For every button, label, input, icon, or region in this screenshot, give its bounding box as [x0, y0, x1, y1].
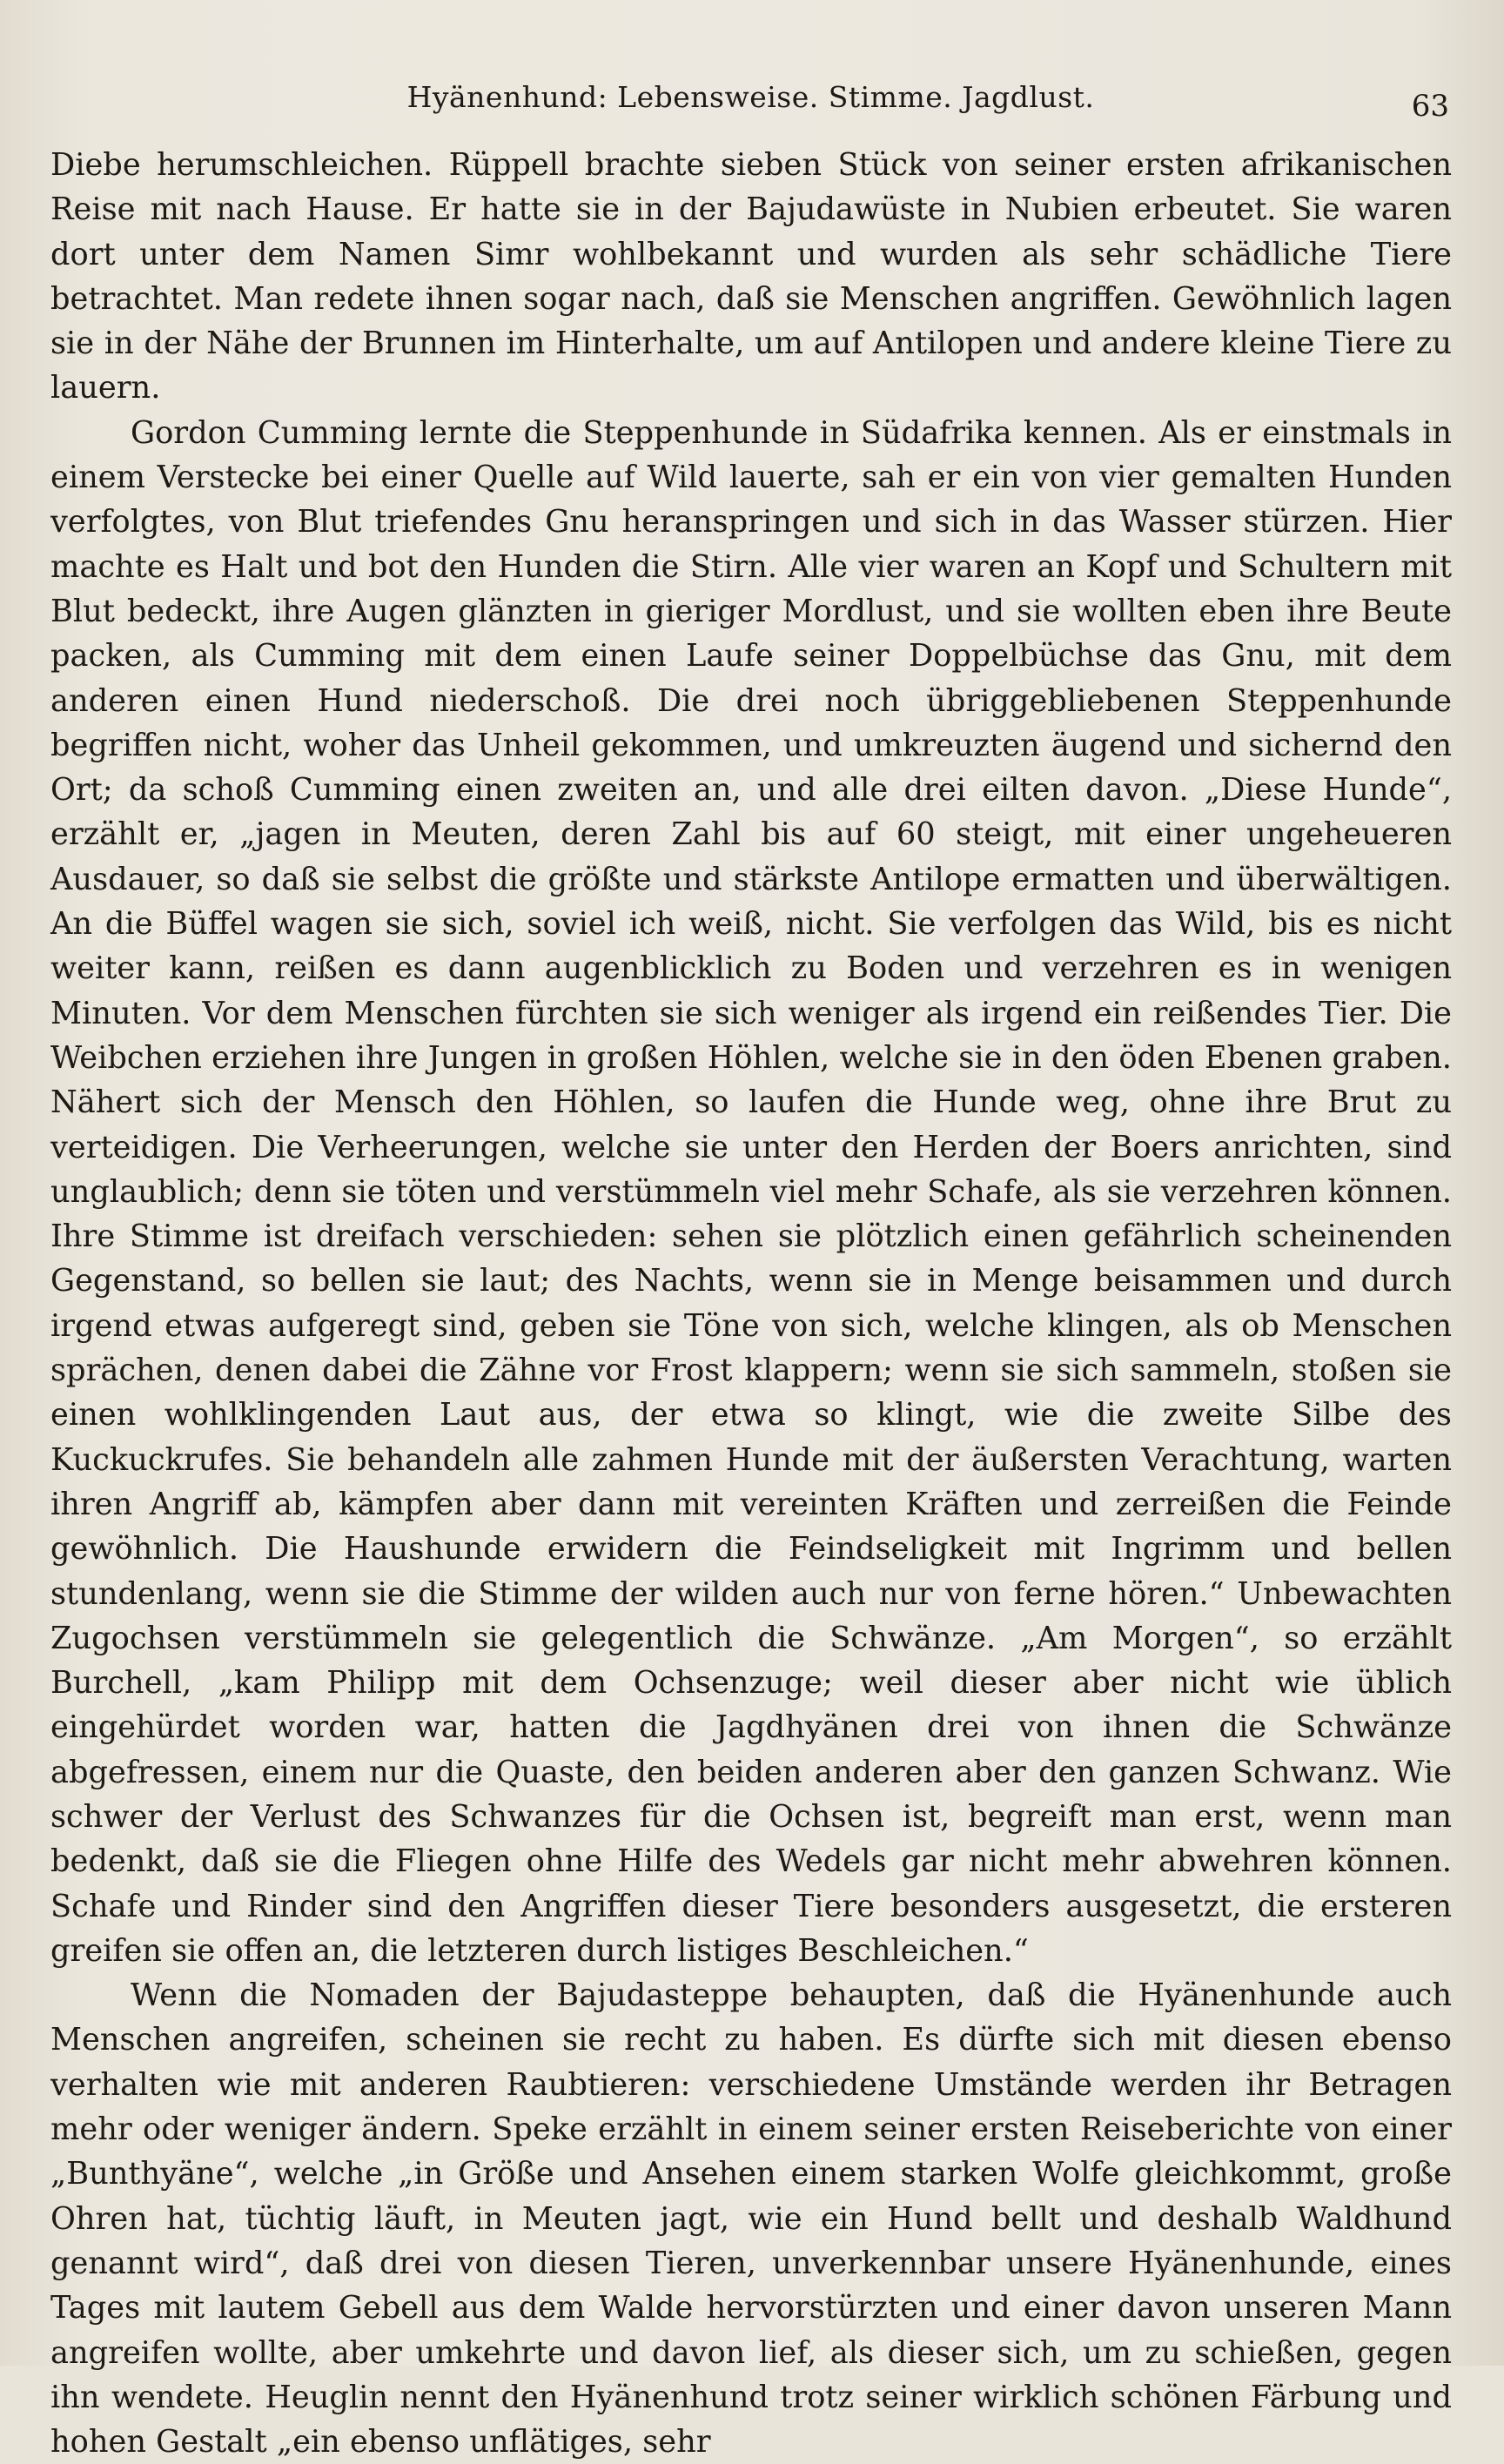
paragraph-nomads: Wenn die Nomaden der Bajudasteppe behaupten, daß die Hyänenhunde auch Menschen angreifen, scheinen sie recht zu haben. Es dürfte sich mit diesen ebenso verhalten wie mit anderen Raubtieren: verschiedene Umstände werden ihr Betragen mehr oder weniger ändern. Speke erzählt in einem seiner ersten Reiseberichte von einer „Bunthyäne“, welche „in Größe und Ansehen einem starken Wolfe gleichkommt, große Ohren hat, tüchtig läuft, in Meuten jagt, wie ein Hund bellt und deshalb Waldhund genannt wird“, daß drei von diesen Tieren, unverkennbar unsere Hyänenhunde, eines Tages mit lautem Gebell aus dem Walde hervorstürzten und einer davon unseren Mann angreifen wollte, aber umkehrte und davon lief, als dieser sich, um zu schießen, gegen ihn wendete. Heuglin nennt den Hyänenhund trotz seiner wirklich schönen Färbung und hohen Gestalt „ein ebenso unflätiges, sehr [50, 1977, 1452, 2461]
paragraph-cumming: Gordon Cumming lernte die Steppenhunde in Südafrika kennen. Als er einstmals in einem Verstecke bei einer Quelle auf Wild lauerte, sah er ein von vier gemalten Hunden verfolgtes, von Blut triefendes Gnu heranspringen und sich in das Wasser stürzen. Hier machte es Halt und bot den Hunden die Stirn. Alle vier waren an Kopf und Schultern mit Blut bedeckt, ihre Augen glänzten in gieriger Mordlust, und sie wollten eben ihre Beute packen, als Cumming mit dem einen Laufe seiner Doppelbüchse das Gnu, mit dem anderen einen Hund niederschoß. Die drei noch übriggebliebenen Steppenhunde begriffen nicht, woher das Unheil gekommen, und umkreuzten äugend und sichernd den Ort; da schoß Cumming einen zweiten an, und alle drei eilten davon. „Diese Hunde“, erzählt er, „jagen in Meuten, deren Zahl bis auf 60 steigt, mit einer ungeheueren Ausdauer, so daß sie selbst die größte und stärkste Antilope ermatten und überwältigen. An die Büffel wagen sie sich, soviel ich weiß, nicht. Sie verfolgen das Wild, bis es nicht weiter kann, reißen es dann augenblicklich zu Boden und verzehren es in wenigen Minuten. Vor dem Menschen fürchten sie sich weniger als irgend ein reißendes Tier. Die Weibchen erziehen ihre Jungen in großen Höhlen, welche sie in den öden Ebenen graben. Nähert sich der Mensch den Höhlen, so laufen die Hunde weg, ohne ihre Brut zu verteidigen. Die Verheerungen, welche sie unter den Herden der Boers anrichten, sind unglaublich; denn sie töten und verstümmeln viel mehr Schafe, als sie verzehren können. Ihre Stimme ist dreifach verschieden: sehen sie plötzlich einen gefährlich scheinenden Gegenstand, so bellen sie laut; des Nachts, wenn sie in Menge beisammen und durch irgend etwas aufgeregt sind, geben sie Töne von sich, welche klingen, als ob Menschen sprächen, denen dabei die Zähne vor Frost klappern; wenn sie sich sammeln, stoßen sie einen wohlklingenden Laut aus, der etwa so klingt, wie die zweite Silbe des Kuckuckrufes. Sie behandeln alle zahmen Hunde mit der äußersten Verachtung, warten ihren Angriff ab, kämpfen aber dann mit vereinten Kräften und zerreißen die Feinde gewöhnlich. Die Haushunde erwidern die Feindseligkeit mit Ingrimm und bellen stundenlang, wenn sie die Stimme der wilden auch nur von ferne hören.“ Unbewachten Zugochsen verstümmeln sie gelegentlich die Schwänze. „Am Morgen“, so erzählt Burchell, „kam Philipp mit dem Ochsenzuge; weil dieser aber nicht wie üblich eingehürdet worden war, hatten die Jagdhyänen drei von ihnen die Schwänze abgefressen, einem nur die Quaste, den beiden anderen aber den ganzen Schwanz. Wie schwer der Verlust des Schwanzes für die Ochsen ist, begreift man erst, wenn man bedenkt, daß sie die Fliegen ohne Hilfe des Wedels gar nicht mehr abwehren können. Schafe und Rinder sind den Angriffen dieser Tiere besonders ausgesetzt, die ersteren greifen sie offen an, die letzteren durch listiges Beschleichen.“ [50, 414, 1452, 1969]
page-header [52, 80, 1449, 132]
body-text [50, 143, 1452, 2464]
paragraph-continuation: Diebe herumschleichen. Rüppell brachte sieben Stück von seiner ersten afrikanischen Reise mit nach Hause. Er hatte sie in der Bajudawüste in Nubien erbeutet. Sie waren dort unter dem Namen Simr wohlbekannt und wurden als sehr schädliche Tiere betrachtet. Man redete ihnen sogar nach, daß sie Menschen angriffen. Gewöhnlich lagen sie in der Nähe der Brunnen im Hinterhalte, um auf Antilopen und andere kleine Tiere zu lauern. [50, 147, 1452, 406]
page-number: 63 [1411, 89, 1449, 124]
running-title: Hyänenhund: Lebensweise. Stimme. Jagdlust. [406, 80, 1095, 114]
